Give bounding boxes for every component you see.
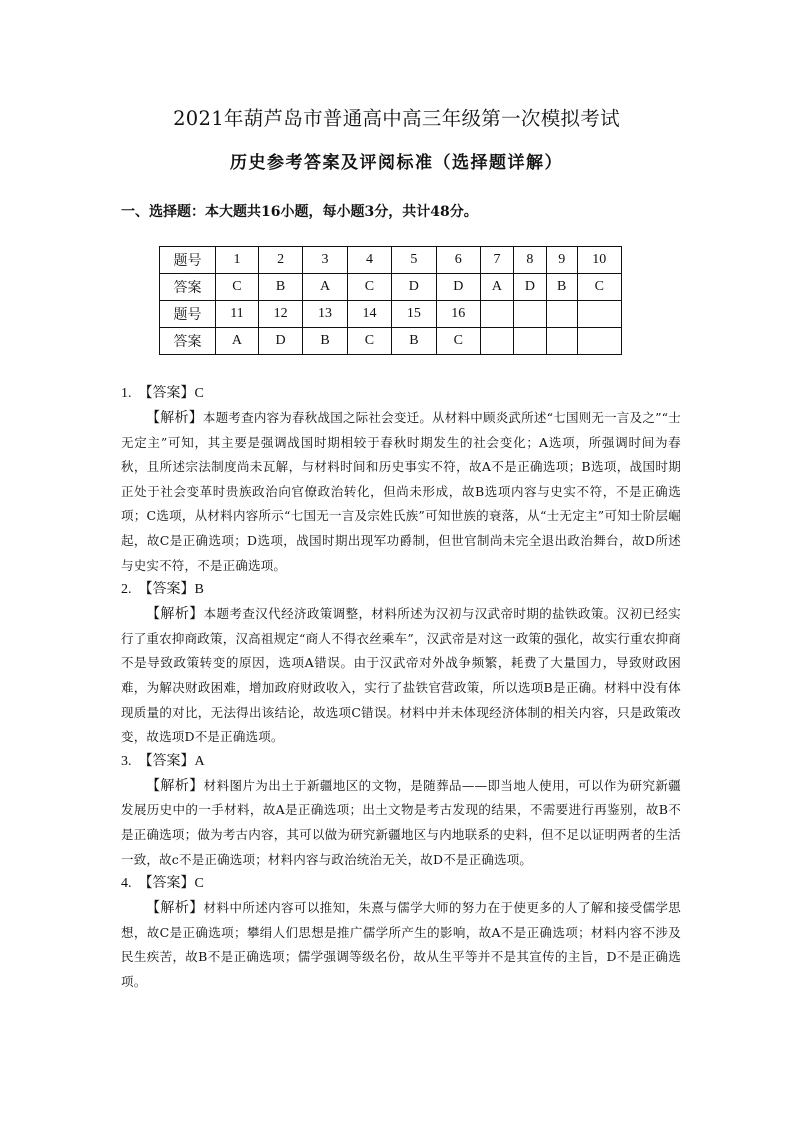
table-cell: 4	[347, 247, 391, 274]
item-answer: 1. 【答案】C	[121, 386, 204, 401]
table-cell: D	[436, 274, 480, 301]
item-3	[121, 750, 681, 872]
table-cell	[513, 328, 546, 355]
table-cell	[481, 301, 514, 328]
table-row-header: 答案	[160, 274, 216, 301]
item-2	[121, 578, 681, 750]
table-row	[160, 301, 622, 328]
item-analysis: 【解析】本题考查内容为春秋战国之际社会变迁。从材料中顾炎武所述“七国则无一言及之”“士无定主”可知，其主要是强调战国时期相较于春秋时期发生的社会变化；A选项，所强调时间为春秋，且所述宗法制度尚未瓦解，与材料时间和历史事实不符，故A不是正确选项；B选项，战国时期正处于社会变革时贵族政治向官僚政治转化，但尚未形成，故B选项内容与史实不符，不是正确选项；C选项，从材料内容所示“七国无一言及宗姓氏族”可知世族的衰落，从“士无定主”可知士阶层崛起，故C是正确选项；D选项，战国时期出现军功爵制，但世官制尚未完全退出政治舞台，故D所述与史实不符，不是正确选项。	[121, 410, 681, 573]
table-cell: 8	[513, 247, 546, 274]
table-cell	[577, 328, 622, 355]
document-title: 2021年葫芦岛市普通高中高三年级第一次模拟考试	[173, 107, 620, 130]
table-cell: A	[216, 328, 259, 355]
table-cell: B	[258, 274, 302, 301]
table-cell: 6	[436, 247, 480, 274]
answer-table	[159, 246, 622, 355]
item-1	[121, 382, 681, 578]
table-cell: 13	[303, 301, 347, 328]
table-cell: 2	[258, 247, 302, 274]
table-row-header: 题号	[160, 247, 216, 274]
table-row	[160, 328, 622, 355]
table-cell: 15	[392, 301, 436, 328]
table-cell: 10	[577, 247, 622, 274]
document-subtitle: 历史参考答案及评阅标准（选择题详解）	[230, 153, 563, 173]
item-answer: 4. 【答案】C	[121, 876, 204, 892]
table-cell: 5	[392, 247, 436, 274]
table-cell: C	[436, 328, 480, 355]
table-row-header: 答案	[160, 328, 216, 355]
table-cell: 3	[303, 247, 347, 274]
table-cell	[513, 301, 546, 328]
item-analysis: 【解析】材料图片为出土于新疆地区的文物，是随葬品——即当地人使用，可以作为研究新疆发展历史中的一手材料，故A是正确选项；出土文物是考古发现的结果，不需要进行再鉴别，故B不是正确选项；做为考古内容，其可以做为研究新疆地区与内地联系的史料，但不足以证明两者的生活一致，故c不是正确选项；材料内容与政治统治无关，故D不是正确选项。	[121, 777, 681, 867]
table-cell: 16	[436, 301, 480, 328]
table-cell: D	[392, 274, 436, 301]
table-cell: C	[216, 274, 259, 301]
section-heading: 一、选择题：本大题共16小题，每小题3分，共计48分。	[121, 204, 478, 220]
table-cell	[577, 301, 622, 328]
table-cell: 1	[216, 247, 259, 274]
table-cell: C	[347, 274, 391, 301]
table-cell	[546, 328, 577, 355]
table-cell	[481, 328, 514, 355]
item-analysis: 【解析】材料中所述内容可以推知，朱熹与儒学大师的努力在于使更多的人了解和接受儒学思想，故C是正确选项；攀绢人们思想是推广儒学所产生的影响，故A不是正确选项；材料内容不涉及民生疾苦，故B不是正确选项；儒学强调等级名份，故从生平等并不是其宣传的主旨，D不是正确选项。	[121, 900, 681, 989]
table-cell: A	[481, 274, 514, 301]
table-cell: C	[577, 274, 622, 301]
table-cell: B	[303, 328, 347, 355]
table-cell: 14	[347, 301, 391, 328]
item-answer: 2. 【答案】B	[121, 582, 204, 598]
table-cell: B	[546, 274, 577, 301]
table-row	[160, 274, 622, 301]
table-cell: A	[303, 274, 347, 301]
table-cell: 12	[258, 301, 302, 328]
table-cell: D	[513, 274, 546, 301]
item-4	[121, 872, 681, 994]
table-row-header: 题号	[160, 301, 216, 328]
table-cell: 11	[216, 301, 259, 328]
item-analysis: 【解析】本题考查汉代经济政策调整，材料所述为汉初与汉武帝时期的盐铁政策。汉初已经实行了重农抑商政策，汉高祖规定“商人不得衣丝乘车”，汉武帝是对这一政策的强化，故实行重农抑商不是导致政策转变的原因，选项A错误。由于汉武帝对外战争频繁，耗费了大量国力，导致财政困难，为解决财政困难，增加政府财政收入，实行了盐铁官营政策，所以选项B是正确。材料中没有体现质量的对比，无法得出该结论，故选项C错误。材料中并未体现经济体制的相关内容，只是政策改变，故选项D不是正确选项。	[121, 606, 681, 745]
explanations	[121, 382, 681, 994]
table-cell: B	[392, 328, 436, 355]
table-cell: 9	[546, 247, 577, 274]
table-row	[160, 247, 622, 274]
table-cell: D	[258, 328, 302, 355]
table-cell: 7	[481, 247, 514, 274]
table-cell: C	[347, 328, 391, 355]
item-answer: 3. 【答案】A	[121, 753, 205, 769]
table-cell	[546, 301, 577, 328]
